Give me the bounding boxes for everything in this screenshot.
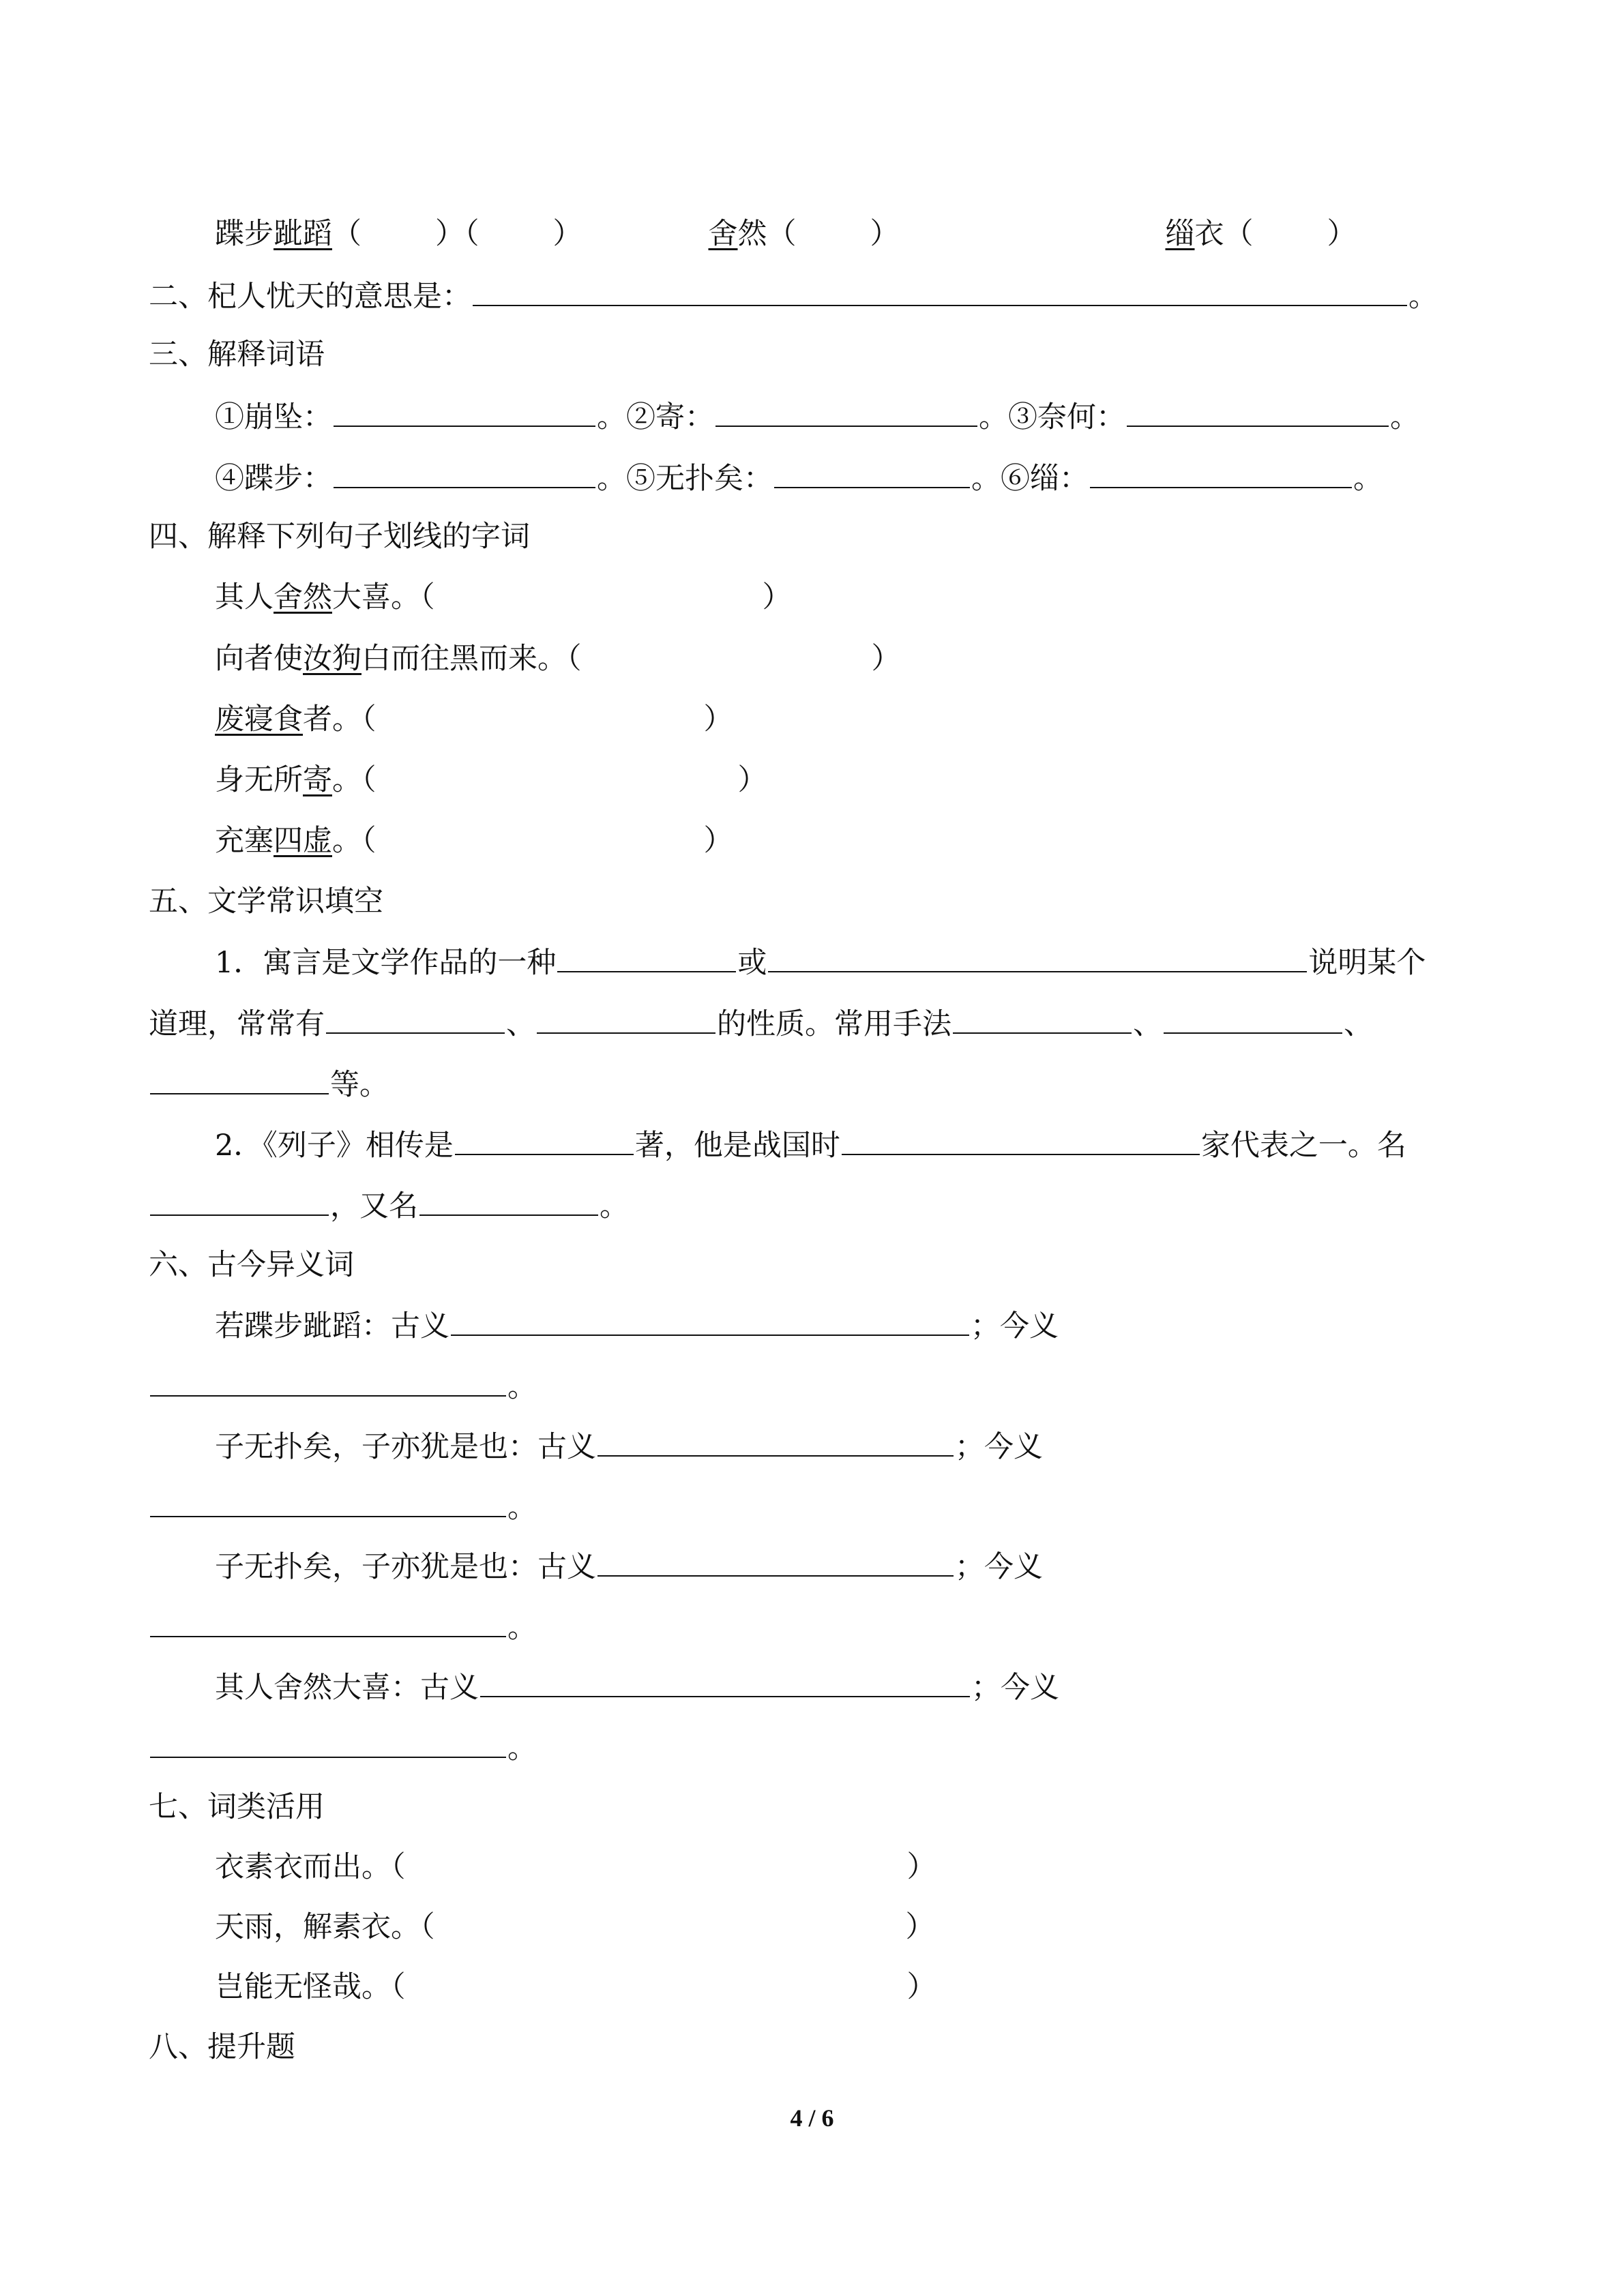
answer-blank[interactable] — [473, 275, 1407, 306]
section-3-title: 三、解释词语 — [149, 338, 325, 372]
section-6-item-2-cont: 。 — [149, 1486, 537, 1528]
underlined-word: 废 — [215, 702, 244, 736]
answer-blank[interactable] — [537, 1002, 715, 1034]
page-number: 4 / 6 — [790, 2104, 834, 2132]
section-6-title: 六、古今异义词 — [149, 1248, 354, 1282]
answer-blank[interactable] — [455, 1124, 634, 1155]
section-5-q2-line-2: ，又名 。 — [149, 1184, 629, 1227]
answer-blank[interactable] — [597, 1545, 954, 1577]
underlined-word: 舍然 — [274, 580, 332, 614]
answer-blank[interactable] — [774, 457, 970, 488]
section-5-q1-line-2: 道理，常常有 、 的性质。常用手法 、 、 — [149, 1002, 1373, 1045]
section-6-item-3-cont: 。 — [149, 1606, 537, 1648]
section-2-title: 二、杞人忧天的意思是： — [149, 280, 471, 314]
section-5-title: 五、文学常识填空 — [149, 884, 383, 919]
answer-blank[interactable] — [334, 457, 595, 488]
answer-blank[interactable] — [150, 1606, 506, 1637]
section-4-item-3: 废寝食者。（ ） — [215, 702, 733, 736]
answer-blank[interactable] — [557, 941, 736, 972]
section-8-title: 八、提升题 — [149, 2030, 295, 2064]
section-5-q1-line-1: 1．寓言是文学作品的一种 或 说明某个 — [215, 941, 1426, 983]
section-4-item-2: 向者使汝狗白而往黑而来。（ ） — [215, 642, 901, 676]
answer-blank[interactable] — [1090, 457, 1352, 488]
answer-blank[interactable] — [768, 941, 1307, 972]
section-6-item-1: 若蹀步跐蹈：古义 ；今义 — [215, 1304, 1059, 1347]
section-7-item-3: 岂能无怪哉。（ ） — [215, 1970, 936, 2004]
answer-blank[interactable] — [150, 1184, 329, 1216]
underlined-word: 四虚 — [274, 824, 332, 858]
section-6-item-4: 其人舍然大喜：古义 ；今义 — [215, 1666, 1059, 1708]
section-5-q1-line-3: 等。 — [149, 1063, 389, 1105]
section-5-q2-line-1: 2．《列子》相传是 著，他是战国时 家代表之一。名 — [215, 1124, 1406, 1166]
answer-blank[interactable] — [150, 1486, 506, 1517]
section-6-item-1-cont: 。 — [149, 1365, 537, 1407]
gloss-row-1: 蹀步跐蹈（ ）（ ） 舍然（ ） 缁衣（ ） — [215, 217, 1357, 251]
answer-blank[interactable] — [451, 1304, 969, 1336]
section-2: 二、杞人忧天的意思是： 。 — [149, 275, 1438, 317]
section-4-item-1: 其人舍然大喜。（ ） — [215, 580, 792, 614]
answer-blank[interactable] — [150, 1365, 506, 1397]
answer-blank[interactable] — [953, 1002, 1132, 1034]
answer-blank[interactable] — [334, 396, 595, 427]
word-text: 蹀步 — [215, 217, 274, 251]
underlined-word: 跐蹈 — [274, 217, 332, 251]
underlined-word: 缁 — [1165, 217, 1195, 251]
section-3-row-2: ④蹀步： 。⑤无扑矣： 。⑥缁： 。 — [215, 457, 1383, 499]
answer-blank[interactable] — [480, 1666, 970, 1697]
answer-blank[interactable] — [326, 1002, 505, 1034]
section-4-title: 四、解释下列句子划线的字词 — [149, 520, 530, 554]
answer-blank[interactable] — [842, 1124, 1200, 1155]
answer-blank[interactable] — [150, 1727, 506, 1758]
underlined-word: 舍 — [708, 217, 738, 251]
underlined-word: 食 — [274, 702, 303, 736]
answer-blank[interactable] — [150, 1063, 329, 1094]
underlined-word: 寄 — [303, 763, 332, 797]
section-6-item-2: 子无扑矣，子亦犹是也：古义 ；今义 — [215, 1425, 1043, 1467]
answer-blank[interactable] — [1127, 396, 1389, 427]
section-7-title: 七、词类活用 — [149, 1790, 325, 1824]
underlined-word: 狗 — [332, 642, 361, 676]
section-4-item-4: 身无所寄。（ ） — [215, 763, 767, 797]
section-6-item-4-cont: 。 — [149, 1727, 537, 1769]
answer-blank[interactable] — [419, 1184, 598, 1216]
answer-blank[interactable] — [597, 1425, 954, 1457]
section-6-item-3: 子无扑矣，子亦犹是也：古义 ；今义 — [215, 1545, 1043, 1587]
section-4-item-5: 充塞四虚。（ ） — [215, 824, 733, 858]
section-3-row-1: ①崩坠： 。②寄： 。③奈何： 。 — [215, 396, 1419, 438]
answer-blank[interactable] — [715, 396, 977, 427]
section-7-item-1: 衣素衣而出。（ ） — [215, 1850, 936, 1884]
underlined-word: 汝 — [303, 642, 332, 676]
answer-blank[interactable] — [1164, 1002, 1342, 1034]
section-7-item-2: 天雨，解素衣。（ ） — [215, 1910, 935, 1944]
